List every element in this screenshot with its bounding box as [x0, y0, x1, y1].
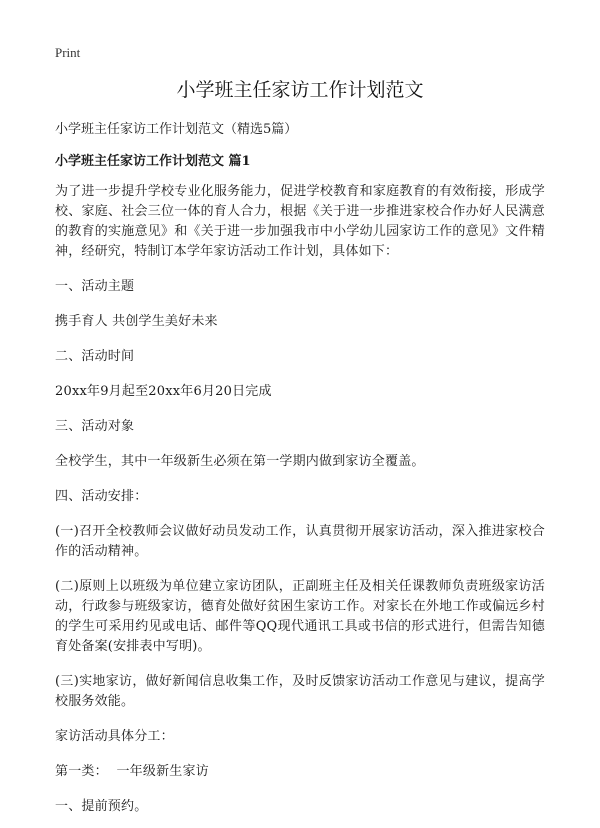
section-heading: 小学班主任家访工作计划范文 篇1: [55, 154, 251, 169]
heading-activity-theme: 一、活动主题: [55, 279, 135, 294]
arrangement-item-1: (一)召开全校教师会议做好动员发动工作，认真贯彻开展家访活动，深入推进家校合作的活动精神。: [55, 524, 545, 559]
category-one: 第一类： 一年级新生家访: [55, 764, 209, 779]
heading-activity-arrangement: 四、活动安排：: [55, 489, 148, 504]
activity-target-text: 全校学生，其中一年级新生必须在第一学期内做到家访全覆盖。: [55, 454, 425, 469]
document-subtitle: 小学班主任家访工作计划范文（精选5篇）: [55, 122, 298, 137]
activity-theme-text: 携手育人 共创学生美好未来: [55, 314, 218, 329]
advance-appointment: 一、提前预约。: [55, 799, 148, 814]
division-heading: 家访活动具体分工：: [55, 729, 174, 744]
document-title: 小学班主任家访工作计划范文: [176, 79, 424, 101]
heading-activity-target: 三、活动对象: [55, 419, 135, 434]
activity-time-text: 20xx年9月起至20xx年6月20日完成: [55, 384, 272, 399]
arrangement-item-3: (三)实地家访，做好新闻信息收集工作，及时反馈家访活动工作意见与建议，提高学校服务效能。: [55, 674, 545, 709]
arrangement-item-2: (二)原则上以班级为单位建立家访团队，正副班主任及相关任课教师负责班级家访活动，行政参与班级家访，德育处做好贫困生家访工作。对家长在外地工作或偏远乡村的学生可采用约见或电话、邮件等QQ现代通讯工具或书信的形式进行，但需告知德育处备案(安排表中写明)。: [55, 579, 545, 654]
intro-paragraph: 为了进一步提升学校专业化服务能力，促进学校教育和家庭教育的有效衔接，形成学校、家庭、社会三位一体的育人合力，根据《关于进一步推进家校合作办好人民满意的教育的实施意见》和《关于进一步加强我市中小学幼儿园家访工作的意见》文件精神，经研究，特制订本学年家访活动工作计划，具体如下：: [55, 184, 545, 259]
print-link[interactable]: Print: [55, 45, 81, 60]
heading-activity-time: 二、活动时间: [55, 349, 135, 364]
